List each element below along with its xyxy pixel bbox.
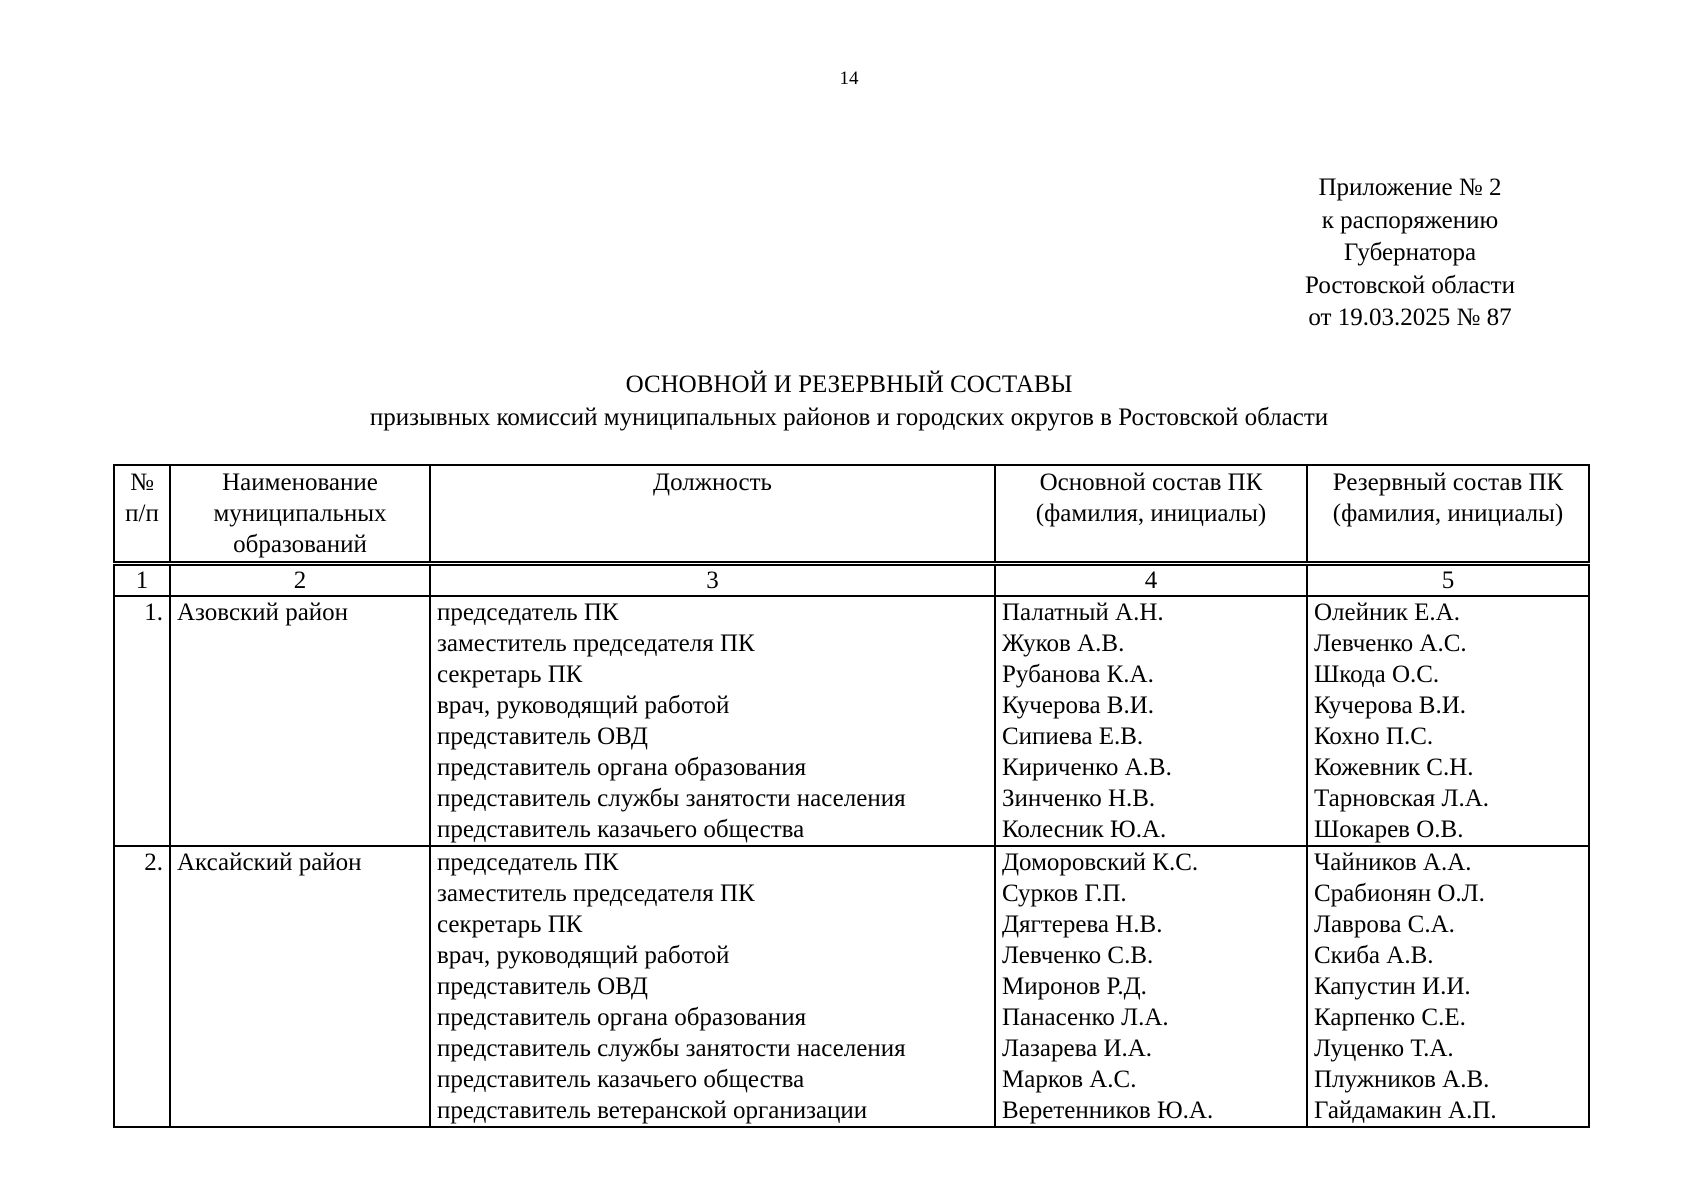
main-staff-name: Палатный А.Н. bbox=[1002, 599, 1164, 626]
main-staff-name: Колесник Ю.А. bbox=[1002, 816, 1167, 843]
column-number: 4 bbox=[995, 564, 1307, 597]
position-text: представитель казачьего общества bbox=[437, 1066, 805, 1093]
municipality-name-text: Азовский район bbox=[177, 599, 349, 626]
main-staff-name: Сипиева Е.В. bbox=[1002, 723, 1144, 750]
reserve-staff-name: Капустин И.И. bbox=[1314, 973, 1471, 1000]
table-header-row bbox=[114, 465, 1589, 564]
reserve-staff-name: Плужников А.В. bbox=[1314, 1066, 1490, 1093]
main-staff-name: Лазарева И.А. bbox=[1002, 1035, 1153, 1062]
row-number bbox=[114, 596, 170, 846]
page-number: 14 bbox=[839, 68, 859, 89]
appendix-line: к распоряжению bbox=[1321, 206, 1499, 234]
main-staff-cell bbox=[995, 596, 1307, 846]
position-text: представитель ОВД bbox=[437, 723, 648, 750]
column-number: 5 bbox=[1307, 564, 1589, 597]
position-text: представитель службы занятости населения bbox=[437, 1035, 906, 1062]
municipality-name bbox=[170, 846, 430, 1127]
reserve-staff-name: Чайников А.А. bbox=[1314, 849, 1472, 876]
reserve-staff-name: Луценко Т.А. bbox=[1314, 1035, 1454, 1062]
row-number-text: 1. bbox=[144, 599, 163, 626]
header-municipality: Наименование муниципальных образований bbox=[170, 465, 430, 564]
reserve-staff-name: Лаврова С.А. bbox=[1314, 911, 1455, 938]
row-number-text: 2. bbox=[144, 849, 163, 876]
main-staff-name: Рубанова К.А. bbox=[1002, 661, 1154, 688]
positions-cell bbox=[430, 846, 995, 1127]
main-staff-name: Марков А.С. bbox=[1002, 1066, 1137, 1093]
reserve-staff-name: Карпенко С.Е. bbox=[1314, 1004, 1466, 1031]
main-staff-name: Кириченко А.В. bbox=[1002, 754, 1172, 781]
header-main-staff: Основной состав ПК (фамилия, инициалы) bbox=[995, 465, 1307, 564]
main-staff-name: Миронов Р.Д. bbox=[1002, 973, 1147, 1000]
table-body bbox=[114, 596, 1589, 1127]
municipality-name-text: Аксайский район bbox=[177, 849, 362, 876]
main-staff-name: Зинченко Н.В. bbox=[1002, 785, 1156, 812]
main-staff-name: Доморовский К.С. bbox=[1002, 849, 1199, 876]
table-row bbox=[114, 596, 1589, 846]
position-text: представитель органа образования bbox=[437, 754, 807, 781]
position-text: председатель ПК bbox=[437, 599, 619, 626]
position-text: представитель органа образования bbox=[437, 1004, 807, 1031]
position-text: представитель казачьего общества bbox=[437, 816, 805, 843]
reserve-staff-name: Тарновская Л.А. bbox=[1314, 785, 1489, 812]
appendix-line: Ростовской области bbox=[1305, 271, 1515, 299]
reserve-staff-name: Шкода О.С. bbox=[1314, 661, 1440, 688]
column-number-row bbox=[114, 564, 1589, 597]
document-subtitle: призывных комиссий муниципальных районов и городских округов в Ростовской области bbox=[369, 404, 1329, 431]
main-staff-name: Левченко С.В. bbox=[1002, 942, 1154, 969]
reserve-staff-name: Гайдамакин А.П. bbox=[1314, 1097, 1497, 1124]
main-staff-name: Веретенников Ю.А. bbox=[1002, 1097, 1214, 1124]
appendix-line: Губернатора bbox=[1343, 239, 1477, 266]
position-text: секретарь ПК bbox=[437, 911, 583, 938]
document-title: ОСНОВНОЙ И РЕЗЕРВНЫЙ СОСТАВЫ bbox=[625, 371, 1073, 398]
appendix-block bbox=[1240, 172, 1580, 335]
positions-cell bbox=[430, 596, 995, 846]
row-number bbox=[114, 846, 170, 1127]
position-text: представитель ветеранской организации bbox=[437, 1097, 868, 1124]
position-text: заместитель председателя ПК bbox=[437, 880, 755, 907]
reserve-staff-name: Срабионян О.Л. bbox=[1314, 880, 1485, 907]
position-text: врач, руководящий работой bbox=[437, 942, 730, 969]
position-text: представитель ОВД bbox=[437, 973, 648, 1000]
main-staff-name: Кучерова В.И. bbox=[1002, 692, 1155, 719]
column-number: 2 bbox=[170, 564, 430, 597]
main-staff-name: Дягтерева Н.В. bbox=[1002, 911, 1163, 938]
reserve-staff-name: Олейник Е.А. bbox=[1314, 599, 1460, 626]
table-row bbox=[114, 846, 1589, 1127]
commission-table bbox=[113, 464, 1590, 1128]
reserve-staff-name: Кожевник С.Н. bbox=[1314, 754, 1474, 781]
reserve-staff-name: Шокарев О.В. bbox=[1314, 816, 1464, 843]
main-staff-name: Сурков Г.П. bbox=[1002, 880, 1127, 907]
header-number: № п/п bbox=[114, 465, 170, 564]
reserve-staff-name: Кучерова В.И. bbox=[1314, 692, 1467, 719]
reserve-staff-name: Кохно П.С. bbox=[1314, 723, 1434, 750]
appendix-line: Приложение № 2 bbox=[1318, 174, 1502, 201]
column-number: 1 bbox=[114, 564, 170, 597]
reserve-staff-name: Левченко А.С. bbox=[1314, 630, 1467, 657]
main-staff-name: Жуков А.В. bbox=[1002, 630, 1125, 657]
reserve-staff-name: Скиба А.В. bbox=[1314, 942, 1434, 969]
position-text: секретарь ПК bbox=[437, 661, 583, 688]
header-position: Должность bbox=[430, 465, 995, 564]
main-staff-cell bbox=[995, 846, 1307, 1127]
reserve-staff-cell bbox=[1307, 596, 1589, 846]
main-staff-name: Панасенко Л.А. bbox=[1002, 1004, 1169, 1031]
header-reserve-staff: Резервный состав ПК (фамилия, инициалы) bbox=[1307, 465, 1589, 564]
reserve-staff-cell bbox=[1307, 846, 1589, 1127]
appendix-line: от 19.03.2025 № 87 bbox=[1308, 304, 1512, 331]
position-text: представитель службы занятости населения bbox=[437, 785, 906, 812]
position-text: врач, руководящий работой bbox=[437, 692, 730, 719]
municipality-name bbox=[170, 596, 430, 846]
position-text: председатель ПК bbox=[437, 849, 619, 876]
position-text: заместитель председателя ПК bbox=[437, 630, 755, 657]
column-number: 3 bbox=[430, 564, 995, 597]
